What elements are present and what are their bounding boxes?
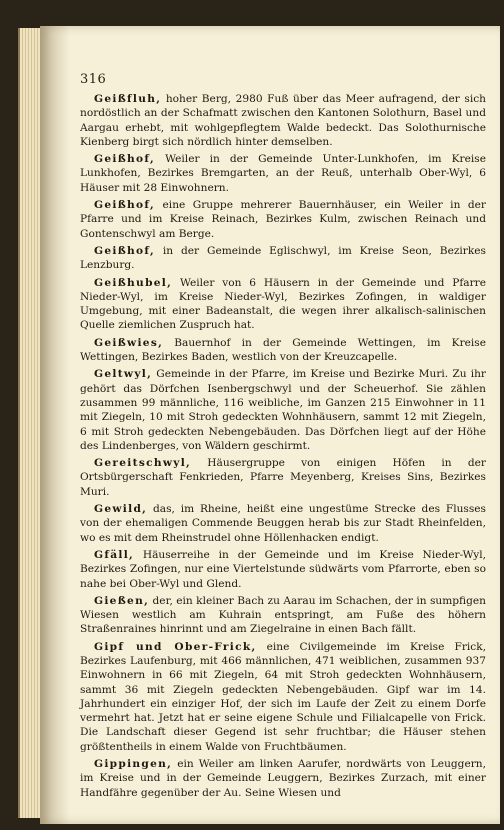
entry-headword: Geißhof, xyxy=(94,244,156,257)
entry-headword: Geißfluh, xyxy=(94,93,162,105)
entry-headword: Gfäll, xyxy=(94,548,135,561)
entry-headword: Geißhof, xyxy=(94,199,156,212)
entry-text: Bauernhof in der Gemeinde Wettingen, im Kreise Wettingen, Bezirkes Baden, westlich von der Kreuzcapelle. xyxy=(80,336,486,364)
entry-text: hoher Berg, 2980 Fuß über das Meer aufragend, der sich nordöstlich an der Schafmatt zwischen den Kantonen Solothurn, Basel und Aargau erhebt, mit wohlgepflegtem Walde bedeckt. Das Solothurnische Kienberg birgt sich nördlich hinter demselben. xyxy=(80,93,486,148)
entry-headword: Gippingen, xyxy=(94,758,173,771)
gazetteer-entry xyxy=(80,502,486,545)
gazetteer-entry xyxy=(80,336,486,365)
entry-headword: Gießen, xyxy=(94,594,150,607)
entry-text: Weiler in der Gemeinde Unter-Lunkhofen, im Kreise Lunkhofen, Bezirkes Bremgarten, an der Reuß, unterhalb Ober-Wyl, 6 Häuser mit 28 Einwohnern. xyxy=(80,153,486,194)
gazetteer-entry xyxy=(80,276,486,333)
entry-text: Häusergruppe von einigen Höfen in der Ortsbürgerschaft Fenkrieden, Pfarre Meyenberg, Kreises Sins, Bezirkes Muri. xyxy=(80,457,486,498)
entry-text: der, ein kleiner Bach zu Aarau im Schachen, der in sumpfigen Wiesen westlich am Kuhrain entspringt, am Fuße des höhern Straßenraines hinrinnt und am Ziegelraine in einen Bach fällt. xyxy=(80,594,486,636)
gazetteer-entry xyxy=(80,92,486,149)
entry-headword: Gipf und Ober-Frick, xyxy=(94,640,257,653)
gazetteer-entry xyxy=(80,152,486,195)
entry-headword: Geißwies, xyxy=(94,336,164,349)
gazetteer-entry xyxy=(80,640,486,754)
entry-headword: Geißhof, xyxy=(94,153,156,166)
entry-text: in der Gemeinde Eglischwyl, im Kreise Seon, Bezirkes Lenzburg. xyxy=(80,244,486,272)
entry-text: ein Weiler am linken Aarufer, nordwärts von Leuggern, im Kreise und in der Gemeinde Leuggern, Bezirkes Zurzach, mit einer Handfähre gegenüber der Au. Seine Wiesen und xyxy=(80,758,486,799)
entry-text: Gemeinde in der Pfarre, im Kreise und Bezirke Muri. Zu ihr gehört das Dörfchen Isenbergschwyl und der Scheuerhof. Sie zählen zusammen 99 männliche, 116 weibliche, im Ganzen 215 Einwohner in 11 mit Ziegeln, 10 mit Stroh gedeckten Wohnhäusern, sammt 12 mit Ziegeln, 6 mit Stroh gedeckten Nebengebäuden. Das Dörfchen liegt auf der Höhe des Lindenberges, von Wäldern geschirmt. xyxy=(80,368,486,452)
page-number: 316 xyxy=(80,72,107,87)
gazetteer-entry xyxy=(80,367,486,453)
spine-shadow xyxy=(40,26,70,824)
entry-text: das, im Rheine, heißt eine ungestüme Strecke des Flusses von der ehemaligen Commende Beuggen herab bis zur Stadt Rheinfelden, wo es mit dem Rheinstrudel ohne Höllenhacken endigt. xyxy=(80,503,486,544)
gazetteer-entry xyxy=(80,244,486,273)
page-body xyxy=(80,92,486,803)
gazetteer-entry xyxy=(80,548,486,591)
entry-text: eine Gruppe mehrerer Bauernhäuser, ein Weiler in der Pfarre und im Kreise Reinach, Bezirkes Kulm, zwischen Reinach und Gontenschwyl am Berge. xyxy=(80,199,486,240)
entry-headword: Gewild, xyxy=(94,503,148,516)
gazetteer-entry xyxy=(80,456,486,499)
gazetteer-entry xyxy=(80,594,486,637)
entry-text: Häuserreihe in der Gemeinde und im Kreise Nieder-Wyl, Bezirkes Zofingen, nur eine Viertelstunde südwärts vom Pfarrorte, eben so nahe bei Ober-Wyl und Glend. xyxy=(80,548,486,590)
gazetteer-entry xyxy=(80,198,486,241)
entry-text: eine Civilgemeinde im Kreise Frick, Bezirkes Laufenburg, mit 466 männlichen, 471 weiblichen, zusammen 937 Einwohnern in 66 mit Ziegeln, 64 mit Stroh gedeckten Wohnhäusern, sammt 36 mit Ziegeln gedeckten Nebengebäuden. Gipf war im 14. Jahrhundert ein einziger Hof, der sich im Laufe der Zeit zu einem Dorfe vermehrt hat. Jetzt hat er seine eigene Schule und Filialcapelle von Frick. Die Landschaft dieser Gegend ist sehr fruchtbar; die Häuser stehen größtentheils in einem Walde von Fruchtbäumen. xyxy=(80,640,486,753)
entry-headword: Gereitschwyl, xyxy=(94,457,192,470)
entry-text: Weiler von 6 Häusern in der Gemeinde und Pfarre Nieder-Wyl, im Kreise Nieder-Wyl, Bezirkes Zofingen, in waldiger Umgebung, mit einer Badeanstalt, die wegen ihrer alkalisch-salinischen Quelle ziemlichen Zuspruch hat. xyxy=(80,276,486,332)
entry-headword: Geltwyl, xyxy=(94,368,153,381)
entry-headword: Geißhubel, xyxy=(94,276,173,289)
gazetteer-entry xyxy=(80,757,486,800)
